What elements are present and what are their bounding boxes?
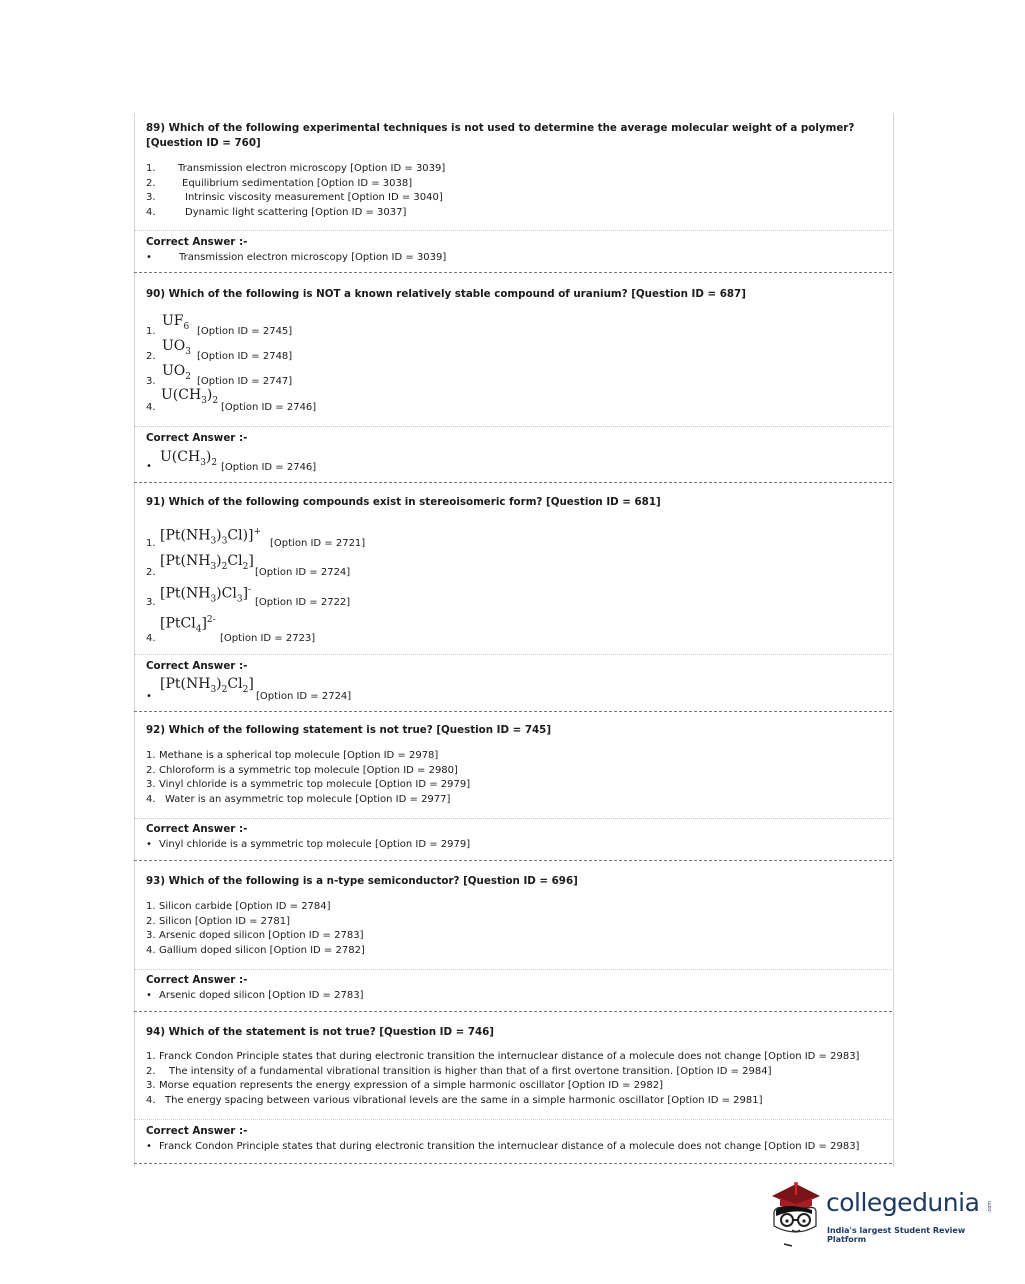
mascot-icon bbox=[766, 1180, 824, 1250]
collegedunia-logo bbox=[766, 1180, 996, 1250]
question-89 bbox=[146, 121, 884, 151]
option-item: 4. Dynamic light scattering [Option ID = 3037] bbox=[146, 206, 407, 218]
option-list bbox=[146, 1050, 884, 1108]
question-91 bbox=[146, 495, 884, 510]
divider bbox=[134, 1119, 892, 1120]
question-title: 90) Which of the following is NOT a known relatively stable compound of uranium? [Question ID = 687] bbox=[146, 288, 746, 300]
option-item: 3. Arsenic doped silicon [Option ID = 2783] bbox=[146, 930, 364, 942]
option-item: 2. The intensity of a fundamental vibrational transition is higher than that of a first overtone transition. [Option ID = 2984] bbox=[146, 1065, 772, 1077]
option-item: 1. $[Pt(NH_3)_3Cl)]^+$ [Option ID = 2721] bbox=[146, 527, 366, 549]
question-separator bbox=[134, 1163, 892, 1164]
question-separator bbox=[134, 860, 892, 861]
question-title: 92) Which of the following statement is not true? [Question ID = 745] bbox=[146, 724, 552, 736]
option-item: 4. Gallium doped silicon [Option ID = 2782] bbox=[146, 944, 365, 956]
option-item: 3. $UO_2$ [Option ID = 2747] bbox=[146, 363, 293, 387]
option-item: 4. [PtCl$_4$]$^{2-}$ [Option ID = 2723] bbox=[146, 615, 316, 644]
option-item: 2. Equilibrium sedimentation [Option ID = 3038] bbox=[146, 177, 413, 189]
logo-tld: .com bbox=[987, 1200, 994, 1214]
question-92 bbox=[146, 723, 884, 738]
option-item: 1. Methane is a spherical top molecule [Option ID = 2978] bbox=[146, 750, 439, 761]
correct-answer: Correct Answer :- • Arsenic doped silicon [Option ID = 2783] bbox=[146, 974, 364, 1001]
option-item: 2. $[Pt(NH_3)_2Cl_2]$ [Option ID = 2724] bbox=[146, 553, 351, 578]
correct-answer: Correct Answer :- • $U(CH_3)_2$ [Option ID = 2746] bbox=[146, 432, 317, 473]
option-list bbox=[146, 523, 884, 643]
option-item: 3. $[Pt(NH_3)Cl_3]^-$ [Option ID = 2722] bbox=[146, 585, 351, 608]
formula-uo2: $UO_2$ bbox=[162, 363, 192, 382]
formula-pt-nh3-2-cl2: $[Pt(NH_3)_2Cl_2]$ bbox=[160, 676, 254, 695]
question-90 bbox=[146, 287, 884, 302]
divider bbox=[134, 818, 892, 819]
formula-pt-nh3-2-cl2: $[Pt(NH_3)_2Cl_2]$ bbox=[160, 553, 254, 572]
option-item: 3. Vinyl chloride is a symmetric top molecule [Option ID = 2979] bbox=[146, 779, 471, 791]
option-item: 4. Water is an asymmetric top molecule [Option ID = 2977] bbox=[146, 793, 451, 805]
correct-answer: Correct Answer :- • Franck Condon Principle states that during electronic transition the internuclear distance of a molecule does not change [Option ID = 2983] bbox=[146, 1125, 860, 1152]
question-separator bbox=[134, 1011, 892, 1012]
logo-tagline: India's largest Student Review Platform bbox=[827, 1226, 966, 1244]
option-item: 3. Morse equation represents the energy expression of a simple harmonic oscillator [Option ID = 2982] bbox=[146, 1080, 664, 1092]
question-separator bbox=[134, 272, 892, 273]
option-list bbox=[146, 314, 884, 414]
question-separator bbox=[134, 482, 892, 483]
divider bbox=[134, 426, 892, 427]
question-title: 89) Which of the following experimental techniques is not used to determine the average molecular weight of a polymer? [Question ID = 760] bbox=[146, 122, 855, 149]
option-list bbox=[146, 162, 884, 220]
question-title: 93) Which of the following is a n-type semiconductor? [Question ID = 696] bbox=[146, 875, 578, 887]
divider bbox=[134, 230, 892, 231]
formula-pt-nh3-3-cl: $[Pt(NH_3)_3Cl)]^+$ bbox=[160, 527, 262, 547]
formula-ptcl4: [PtCl$_4$]$^{2-}$ bbox=[160, 615, 216, 635]
question-94 bbox=[146, 1025, 884, 1040]
option-item: 3. Intrinsic viscosity measurement [Option ID = 3040] bbox=[146, 192, 443, 204]
option-item: 1. Silicon carbide [Option ID = 2784] bbox=[146, 901, 331, 912]
question-separator bbox=[134, 711, 892, 712]
option-item: 2. Chloroform is a symmetric top molecule [Option ID = 2980] bbox=[146, 764, 458, 776]
correct-answer: Correct Answer :- • Transmission electron microscopy [Option ID = 3039] bbox=[146, 236, 447, 263]
divider bbox=[134, 654, 892, 655]
formula-pt-nh3-cl3: $[Pt(NH_3)Cl_3]^-$ bbox=[160, 585, 252, 605]
option-list bbox=[146, 900, 884, 958]
correct-answer: Correct Answer :- • $[Pt(NH_3)_2Cl_2]$ [Option ID = 2724] bbox=[146, 660, 352, 702]
option-item: 4. $U(CH_3)_2$ [Option ID = 2746] bbox=[146, 387, 317, 413]
option-item: 2. $UO_3$ [Option ID = 2748] bbox=[146, 338, 293, 362]
divider bbox=[134, 969, 892, 970]
option-item: 1. Franck Condon Principle states that during electronic transition the internuclear distance of a molecule does not change [Option ID = 2983] bbox=[146, 1051, 860, 1062]
formula-uo3: $UO_3$ bbox=[162, 338, 192, 357]
logo-wordmark: collegedunia bbox=[826, 1188, 980, 1217]
formula-u-ch3-2: $U(CH_3)_2$ bbox=[160, 449, 218, 468]
option-item: 1. Transmission electron microscopy [Option ID = 3039] bbox=[146, 163, 446, 174]
option-item: 4. The energy spacing between various vibrational levels are the same in a simple harmonic oscillator [Option ID = 2981] bbox=[146, 1094, 763, 1106]
question-title: 91) Which of the following compounds exist in stereoisomeric form? [Question ID = 681] bbox=[146, 496, 661, 508]
question-title: 94) Which of the statement is not true? [Question ID = 746] bbox=[146, 1026, 495, 1038]
formula-uf6: $UF_6$ bbox=[162, 313, 190, 332]
option-list bbox=[146, 749, 884, 807]
option-item: 1. $UF_6$ [Option ID = 2745] bbox=[146, 313, 293, 337]
question-93 bbox=[146, 874, 884, 889]
correct-answer: Correct Answer :- • Vinyl chloride is a symmetric top molecule [Option ID = 2979] bbox=[146, 823, 471, 850]
formula-u-ch3-2: $U(CH_3)_2$ bbox=[161, 387, 219, 406]
option-item: 2. Silicon [Option ID = 2781] bbox=[146, 915, 291, 927]
